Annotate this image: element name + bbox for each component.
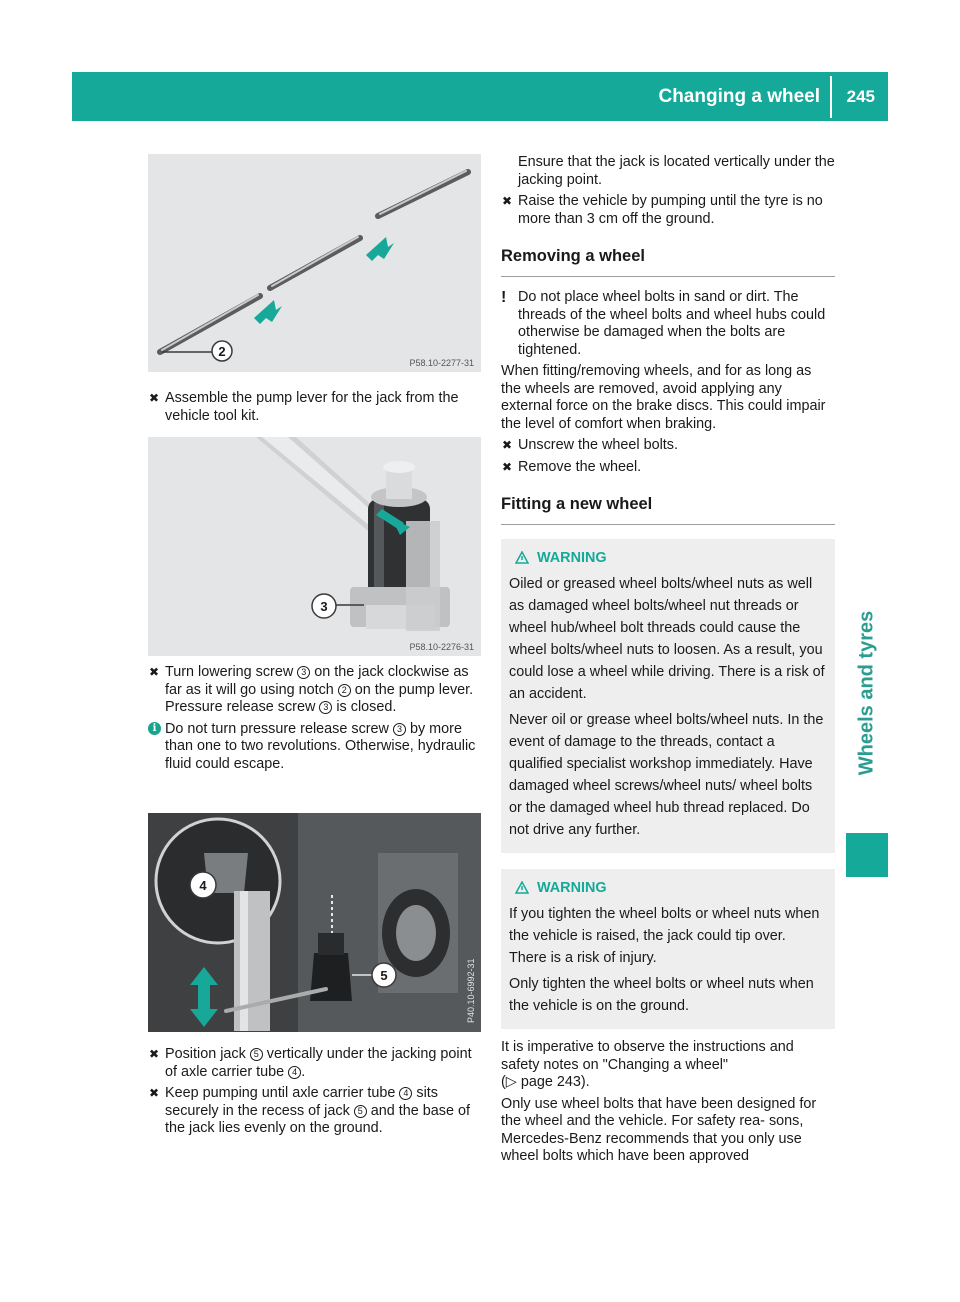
heading-removing-wheel: Removing a wheel xyxy=(501,246,835,277)
page-number: 245 xyxy=(846,87,875,106)
warning-title: WARNING xyxy=(509,547,827,569)
page-header xyxy=(72,72,888,121)
figure1-callout: 2 xyxy=(218,344,226,359)
right-column xyxy=(501,154,835,1170)
step-arrow-icon: ✖ xyxy=(149,391,160,405)
figure1-code: P58.10-2277-31 xyxy=(409,358,474,368)
callout-number: 3 xyxy=(393,723,406,736)
page-ref-link[interactable]: page 243). xyxy=(520,1074,590,1090)
step-arrow-icon: ✖ xyxy=(149,665,160,679)
imperative-para: It is imperative to observe the instructions and safety notes on "Changing a wheel" (▷ page 243). xyxy=(501,1039,794,1090)
heading-fitting-wheel: Fitting a new wheel xyxy=(501,494,835,525)
left-text-3 xyxy=(148,1046,483,1142)
left-text-1 xyxy=(148,390,483,429)
figure2-callout: 3 xyxy=(320,599,328,614)
figure3-code: P40.10-6992-31 xyxy=(466,958,476,1023)
step-arrow-icon: ✖ xyxy=(149,1086,160,1100)
callout-number: 5 xyxy=(250,1048,263,1061)
warning-triangle-icon xyxy=(515,881,529,894)
step-keep-pumping: ✖ Keep pumping until axle carrier tube 4 sits securely in the recess of jack 5 and the base of the jack lies evenly on the ground. xyxy=(149,1085,470,1136)
step-lowering-screw: ✖ Turn lowering screw 3 on the jack clockwise as far as it will go using notch 2 on the pump lever. Pressure release screw 3 is closed. xyxy=(149,664,474,715)
side-tab xyxy=(846,575,888,810)
warning-box-2 xyxy=(501,869,835,1029)
step-raise: ✖ Raise the vehicle by pumping until the tyre is no more than 3 cm off the ground. xyxy=(502,193,823,227)
warning-text: If you tighten the wheel bolts or wheel nuts when the vehicle is raised, the jack could tip over. There is a risk of injury. xyxy=(509,906,820,966)
step-position-jack: ✖ Position jack 5 vertically under the jacking point of axle carrier tube 4 . xyxy=(149,1046,472,1080)
exclamation-icon: ! xyxy=(501,289,507,306)
figure3-callout-b: 5 xyxy=(380,968,388,983)
figure3-callout-a: 4 xyxy=(199,878,207,893)
step-arrow-icon: ✖ xyxy=(502,194,513,208)
step-arrow-icon: ✖ xyxy=(502,459,513,474)
warning-text: Never oil or grease wheel bolts/wheel nuts. In the event of damage to the threads, contact a qualified specialist workshop immediately. Have damaged wheel screws/wheel nuts/ wheel bolts or the damaged wheel hub thread replaced. Do not drive any further. xyxy=(509,712,824,838)
figure-jack-lever xyxy=(148,437,481,656)
warning-triangle-icon xyxy=(515,551,529,564)
fitting-removing-para: When fitting/removing wheels, and for as long as the wheels are removed, avoid applying any external force on the brake discs. This could impair the level of comfort when braking. xyxy=(501,363,826,432)
caution-note: ! Do not place wheel bolts in sand or dirt. The threads of the wheel bolts and wheel hubs could otherwise be damaged when the bolts are tightened. xyxy=(501,289,826,358)
figure-pump-lever xyxy=(148,154,481,372)
warning-title: WARNING xyxy=(509,877,827,899)
figure-jack-position xyxy=(148,813,481,1032)
continued-text: Ensure that the jack is located vertically under the jacking point. xyxy=(518,154,835,188)
figure2-code: P58.10-2276-31 xyxy=(409,642,474,652)
page-ref-icon: (▷ xyxy=(501,1074,517,1090)
callout-number: 5 xyxy=(354,1105,367,1118)
step-remove: ✖ Remove the wheel. xyxy=(502,458,642,475)
warning-box-1 xyxy=(501,539,835,853)
callout-number: 2 xyxy=(338,684,351,697)
warning-text: Only tighten the wheel bolts or wheel nuts when the vehicle is on the ground. xyxy=(509,976,814,1014)
info-icon: i xyxy=(148,722,161,735)
step-arrow-icon: ✖ xyxy=(149,1047,160,1061)
side-tab-label: Wheels and tyres xyxy=(855,610,878,776)
step-arrow-icon: ✖ xyxy=(502,438,513,452)
step-unscrew: ✖ Unscrew the wheel bolts. xyxy=(502,437,678,453)
left-text-2 xyxy=(148,664,483,777)
info-note: i Do not turn pressure release screw 3 by more than one to two revolutions. Otherwise, hydraulic fluid could escape. xyxy=(148,721,483,774)
header-divider xyxy=(830,76,832,118)
step-assemble xyxy=(148,390,483,425)
callout-number: 4 xyxy=(399,1087,412,1100)
callout-number: 4 xyxy=(288,1066,301,1079)
warning-text: Oiled or greased wheel bolts/wheel nuts as well as damaged wheel bolts/wheel nut threads or wheel hub/wheel bolt threads could cause the wheel bolts/wheel nuts to loosen. As a result, you could lose a wheel while driving. There is a risk of an accident. xyxy=(509,576,825,702)
callout-number: 3 xyxy=(297,666,310,679)
page-title: Changing a wheel xyxy=(658,86,820,107)
side-marker xyxy=(846,833,888,877)
step-text: Assemble the pump lever for the jack from the vehicle tool kit. xyxy=(165,390,459,424)
only-use-para: Only use wheel bolts that have been designed for the wheel and the vehicle. For safety rea- sons, Mercedes-Benz recommends that you only use wheel bolts which have been approved xyxy=(501,1095,817,1164)
callout-number: 3 xyxy=(319,701,332,714)
